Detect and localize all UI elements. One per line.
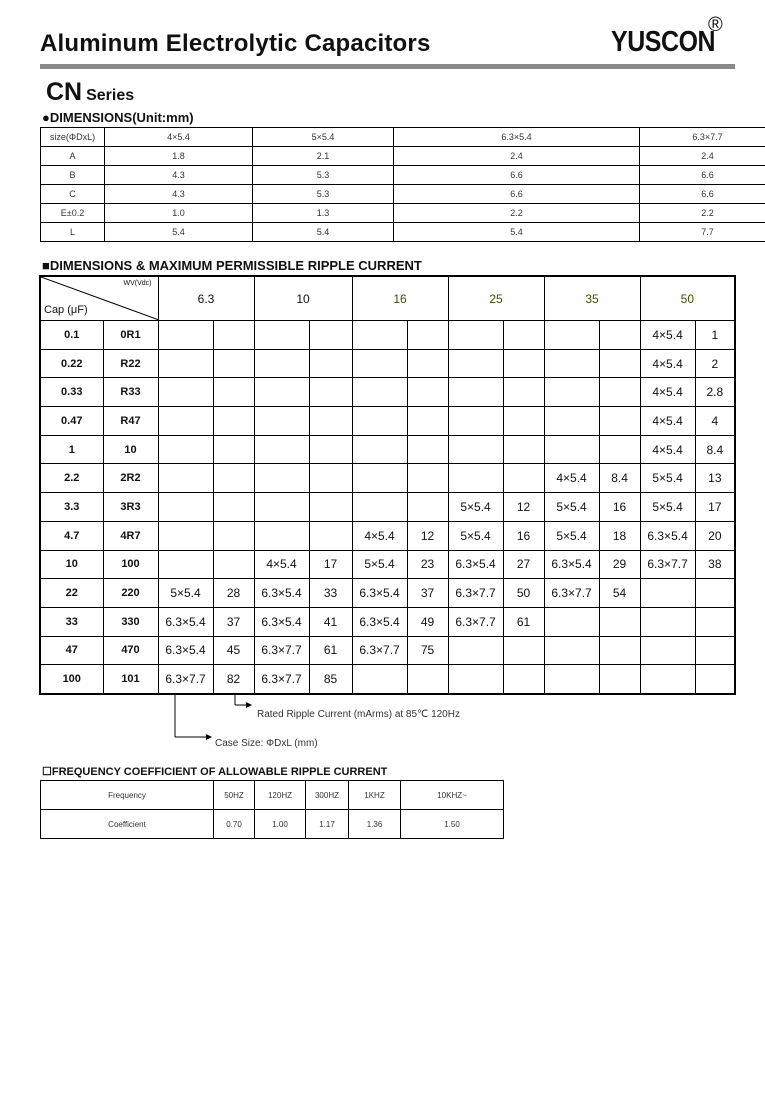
- voltage-header: 6.3: [158, 276, 254, 321]
- brand-logo: YUSCON: [611, 26, 716, 58]
- table-cell: 6.6: [640, 185, 765, 204]
- table-cell: 50HZ: [214, 781, 255, 810]
- table-cell: 6.6: [394, 185, 640, 204]
- code-cell: 330: [103, 607, 158, 636]
- ripple-current-cell: 12: [503, 493, 544, 522]
- dimensions-title: DIMENSIONS: [49, 110, 133, 125]
- ripple-legend: Rated Ripple Current (mArms) at 85℃ 120Hz: [257, 709, 460, 720]
- code-cell: 101: [103, 665, 158, 694]
- table-cell: A: [41, 147, 105, 166]
- table-cell: 300HZ: [306, 781, 349, 810]
- table-cell: size(ΦDxL): [41, 128, 105, 147]
- case-size-cell: 4×5.4: [640, 378, 695, 407]
- table-cell: Coefficient: [41, 810, 214, 839]
- frequency-table: [40, 780, 504, 839]
- code-cell: R33: [103, 378, 158, 407]
- document-title: Aluminum Electrolytic Capacitors: [40, 30, 431, 57]
- voltage-header: 10: [254, 276, 352, 321]
- case-size-cell: 6.3×7.7: [544, 579, 599, 608]
- series-code: CN: [46, 78, 83, 106]
- table-cell: 5.4: [105, 223, 253, 242]
- ripple-current-cell: 50: [503, 579, 544, 608]
- case-size-cell: 6.3×7.7: [640, 550, 695, 579]
- ripple-current-cell: 8.4: [599, 464, 640, 493]
- ripple-current-cell: 61: [503, 607, 544, 636]
- cap-cell: 4.7: [40, 521, 103, 550]
- voltage-header: 25: [448, 276, 544, 321]
- table-cell: 2.1: [253, 147, 394, 166]
- cap-cell: 1: [40, 435, 103, 464]
- table-cell: Frequency: [41, 781, 214, 810]
- cap-cell: 22: [40, 579, 103, 608]
- ripple-current-cell: 49: [407, 607, 448, 636]
- table-cell: 6.3×5.4: [394, 128, 640, 147]
- ripple-current-cell: 17: [309, 550, 352, 579]
- ripple-current-cell: 29: [599, 550, 640, 579]
- case-size-cell: 6.3×7.7: [254, 636, 309, 665]
- case-size-cell: 6.3×7.7: [254, 665, 309, 694]
- table-cell: 4.3: [105, 166, 253, 185]
- ripple-current-cell: 8.4: [695, 435, 735, 464]
- checkbox-bullet-icon: ☐: [42, 766, 52, 778]
- ripple-title: DIMENSIONS & MAXIMUM PERMISSIBLE RIPPLE CURRENT: [49, 258, 422, 273]
- cap-cell: 47: [40, 636, 103, 665]
- ripple-current-cell: 37: [213, 607, 254, 636]
- ripple-current-cell: 18: [599, 521, 640, 550]
- case-size-cell: 6.3×5.4: [254, 607, 309, 636]
- case-size-cell: 6.3×5.4: [544, 550, 599, 579]
- cap-cell: 0.1: [40, 321, 103, 350]
- case-size-cell: 6.3×7.7: [448, 579, 503, 608]
- ripple-current-cell: 23: [407, 550, 448, 579]
- frequency-row: [41, 781, 504, 810]
- table-cell: 5.3: [253, 185, 394, 204]
- table-cell: 6.6: [640, 166, 765, 185]
- cap-label: Cap (μF): [44, 304, 88, 316]
- table-cell: 1.8: [105, 147, 253, 166]
- ripple-current-cell: 41: [309, 607, 352, 636]
- code-cell: 100: [103, 550, 158, 579]
- case-size-legend: Case Size: ΦDxL (mm): [215, 738, 318, 749]
- cap-cell: 0.22: [40, 349, 103, 378]
- table-cell: 1.17: [306, 810, 349, 839]
- ripple-current-cell: 4: [695, 407, 735, 436]
- dimensions-unit: (Unit:mm): [132, 110, 194, 125]
- ripple-current-cell: 85: [309, 665, 352, 694]
- case-size-cell: 5×5.4: [158, 579, 213, 608]
- ripple-current-cell: 1: [695, 321, 735, 350]
- code-cell: R22: [103, 349, 158, 378]
- table-cell: 10KHZ~: [401, 781, 504, 810]
- table-cell: 4.3: [105, 185, 253, 204]
- voltage-header: 50: [640, 276, 735, 321]
- case-size-cell: 6.3×5.4: [352, 607, 407, 636]
- case-size-cell: 6.3×5.4: [352, 579, 407, 608]
- case-size-cell: 4×5.4: [640, 349, 695, 378]
- code-cell: 2R2: [103, 464, 158, 493]
- ripple-current-cell: 75: [407, 636, 448, 665]
- table-cell: 5.3: [253, 166, 394, 185]
- case-size-cell: 5×5.4: [448, 493, 503, 522]
- case-size-cell: 5×5.4: [448, 521, 503, 550]
- cap-cell: 10: [40, 550, 103, 579]
- case-size-cell: 5×5.4: [640, 493, 695, 522]
- case-size-cell: 6.3×5.4: [158, 636, 213, 665]
- case-size-cell: 5×5.4: [640, 464, 695, 493]
- code-cell: R47: [103, 407, 158, 436]
- cap-cell: 0.47: [40, 407, 103, 436]
- case-size-cell: 4×5.4: [254, 550, 309, 579]
- voltage-header: 16: [352, 276, 448, 321]
- case-size-cell: 6.3×7.7: [158, 665, 213, 694]
- table-cell: 1.3: [253, 204, 394, 223]
- table-cell: 2.4: [640, 147, 765, 166]
- code-cell: 470: [103, 636, 158, 665]
- table-cell: 1.0: [105, 204, 253, 223]
- voltage-header: 35: [544, 276, 640, 321]
- ripple-current-cell: 12: [407, 521, 448, 550]
- case-size-cell: 4×5.4: [640, 407, 695, 436]
- code-cell: 10: [103, 435, 158, 464]
- table-cell: 5.4: [394, 223, 640, 242]
- ripple-current-cell: 16: [599, 493, 640, 522]
- ripple-current-cell: 33: [309, 579, 352, 608]
- table-cell: 1.36: [349, 810, 401, 839]
- frequency-title: FREQUENCY COEFFICIENT OF ALLOWABLE RIPPLE CURRENT: [51, 766, 388, 778]
- case-size-cell: 5×5.4: [544, 493, 599, 522]
- wv-label: WV(Vdc): [123, 280, 152, 287]
- case-size-cell: 4×5.4: [640, 435, 695, 464]
- ripple-current-cell: 37: [407, 579, 448, 608]
- table-cell: 7.7: [640, 223, 765, 242]
- table-cell: 0.70: [214, 810, 255, 839]
- cap-cell: 3.3: [40, 493, 103, 522]
- ripple-current-cell: 13: [695, 464, 735, 493]
- ripple-current-cell: 2.8: [695, 378, 735, 407]
- code-cell: 0R1: [103, 321, 158, 350]
- ripple-current-cell: 82: [213, 665, 254, 694]
- case-size-cell: 4×5.4: [544, 464, 599, 493]
- square-bullet-icon: ■: [42, 258, 50, 273]
- cap-cell: 100: [40, 665, 103, 694]
- table-cell: 2.4: [394, 147, 640, 166]
- code-cell: 4R7: [103, 521, 158, 550]
- code-cell: 3R3: [103, 493, 158, 522]
- ripple-current-cell: 16: [503, 521, 544, 550]
- case-size-cell: 6.3×7.7: [352, 636, 407, 665]
- table-cell: L: [41, 223, 105, 242]
- coefficient-row: [41, 810, 504, 839]
- case-size-cell: 6.3×5.4: [640, 521, 695, 550]
- table-cell: 6.3×7.7: [640, 128, 765, 147]
- case-size-cell: 6.3×5.4: [254, 579, 309, 608]
- bullet-icon: ●: [42, 110, 50, 125]
- registered-mark: ®: [708, 14, 723, 36]
- case-size-cell: 6.3×7.7: [448, 607, 503, 636]
- case-size-cell: 6.3×5.4: [158, 607, 213, 636]
- cap-cell: 2.2: [40, 464, 103, 493]
- table-cell: 5.4: [253, 223, 394, 242]
- code-cell: 220: [103, 579, 158, 608]
- ripple-current-cell: 28: [213, 579, 254, 608]
- table-cell: 1.50: [401, 810, 504, 839]
- table-cell: 2.2: [640, 204, 765, 223]
- ripple-current-cell: 38: [695, 550, 735, 579]
- ripple-current-cell: 27: [503, 550, 544, 579]
- table-cell: 1KHZ: [349, 781, 401, 810]
- case-size-cell: 4×5.4: [352, 521, 407, 550]
- cap-cell: 0.33: [40, 378, 103, 407]
- case-size-cell: 5×5.4: [544, 521, 599, 550]
- ripple-current-cell: 54: [599, 579, 640, 608]
- case-size-cell: 5×5.4: [352, 550, 407, 579]
- table-cell: B: [41, 166, 105, 185]
- table-cell: C: [41, 185, 105, 204]
- ripple-current-cell: 20: [695, 521, 735, 550]
- case-size-cell: 6.3×5.4: [448, 550, 503, 579]
- table-cell: 120HZ: [255, 781, 306, 810]
- table-cell: 5×5.4: [253, 128, 394, 147]
- ripple-current-cell: 61: [309, 636, 352, 665]
- frequency-heading: [42, 765, 387, 778]
- table-cell: 4×5.4: [105, 128, 253, 147]
- ripple-current-cell: 45: [213, 636, 254, 665]
- table-cell: 2.2: [394, 204, 640, 223]
- table-cell: 1.00: [255, 810, 306, 839]
- case-size-cell: 4×5.4: [640, 321, 695, 350]
- ripple-current-cell: 17: [695, 493, 735, 522]
- series-label: Series: [86, 87, 135, 104]
- ripple-current-cell: 2: [695, 349, 735, 378]
- table-cell: E±0.2: [41, 204, 105, 223]
- cap-cell: 33: [40, 607, 103, 636]
- table-cell: 6.6: [394, 166, 640, 185]
